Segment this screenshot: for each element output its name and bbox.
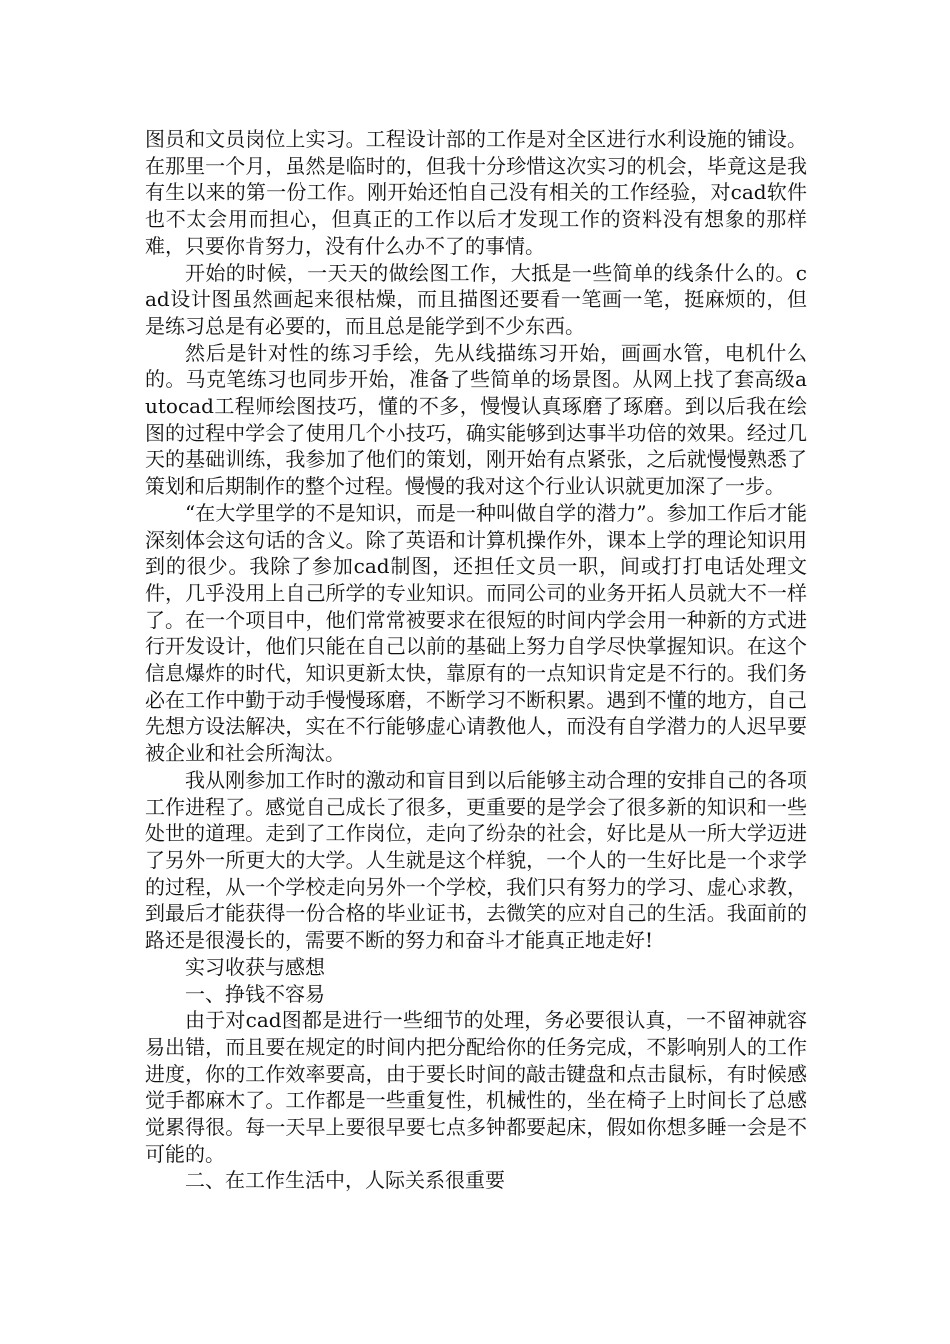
paragraph: “在大学里学的不是知识，而是一种叫做自学的潜力”。参加工作后才能深刻体会这句话的含义。除了英语和计算机操作外，课本上学的理论知识用到的很少。我除了参加cad制图，还担任文员一职，间或打打电话处理文件，几乎没用上自己所学的专业知识。而同公司的业务开拓人员就大不一样了。在一个项目中，他们常常被要求在很短的时间内学会用一种新的方式进行开发设计，他们只能在自己以前的基础上努力自学尽快掌握知识。在这个信息爆炸的时代，知识更新太快，靠原有的一点知识肯定是不行的。我们务必在工作中勤于动手慢慢琢磨，不断学习不断积累。遇到不懂的地方，自己先想方设法解决，实在不行能够虚心请教他人，而没有自学潜力的人迟早要被企业和社会所淘汰。 (145, 500, 807, 766)
paragraph-continued: 图员和文员岗位上实习。工程设计部的工作是对全区进行水利设施的铺设。在那里一个月，虽然是临时的，但我十分珍惜这次实习的机会，毕竟这是我有生以来的第一份工作。刚开始还怕自己没有相关的工作经验，对cad软件也不太会用而担心，但真正的工作以后才发现工作的资料没有想象的那样难，只要你肯努力，没有什么办不了的事情。 (145, 127, 807, 258)
document-body (145, 126, 807, 1194)
paragraph: 开始的时候，一天天的做绘图工作，大抵是一些简单的线条什么的。cad设计图虽然画起来很枯燥，而且描图还要看一笔画一笔，挺麻烦的，但是练习总是有必要的，而且总是能学到不少东西。 (145, 260, 807, 338)
subsection-heading: 二、在工作生活中，人际关系很重要 (185, 1168, 505, 1193)
paragraph: 然后是针对性的练习手绘，先从线描练习开始，画画水管，电机什么的。马克笔练习也同步开始，准备了些简单的场景图。从网上找了套高级autocad工程师绘图技巧，懂的不多，慢慢认真琢磨了琢磨。到以后我在绘图的过程中学会了使用几个小技巧，确实能够到达事半功倍的效果。经过几天的基础训练，我参加了他们的策划，刚开始有点紧张，之后就慢慢熟悉了策划和后期制作的整个过程。慢慢的我对这个行业认识就更加深了一步。 (145, 340, 807, 499)
subsection-heading: 一、挣钱不容易 (185, 981, 325, 1006)
section-heading: 实习收获与感想 (185, 954, 325, 979)
paragraph: 我从刚参加工作时的激动和盲目到以后能够主动合理的安排自己的各项工作进程了。感觉自己成长了很多，更重要的是学会了很多新的知识和一些处世的道理。走到了工作岗位，走向了纷杂的社会，好比是从一所大学迈进了另外一所更大的大学。人生就是这个样貌，一个人的一生好比是一个求学的过程，从一个学校走向另外一个学校，我们只有努力的学习、虚心求教，到最后才能获得一份合格的毕业证书，去微笑的应对自己的生活。我面前的路还是很漫长的，需要不断的努力和奋斗才能真正地走好! (145, 767, 807, 953)
paragraph: 由于对cad图都是进行一些细节的处理，务必要很认真，一不留神就容易出错，而且要在规定的时间内把分配给你的任务完成，不影响别人的工作进度，你的工作效率要高，由于要长时间的敲击键盘和点击鼠标，有时候感觉手都麻木了。工作都是一些重复性，机械性的，坐在椅子上时间长了总感觉累得很。每一天早上要很早要七点多钟都要起床，假如你想多睡一会是不可能的。 (145, 1008, 807, 1166)
